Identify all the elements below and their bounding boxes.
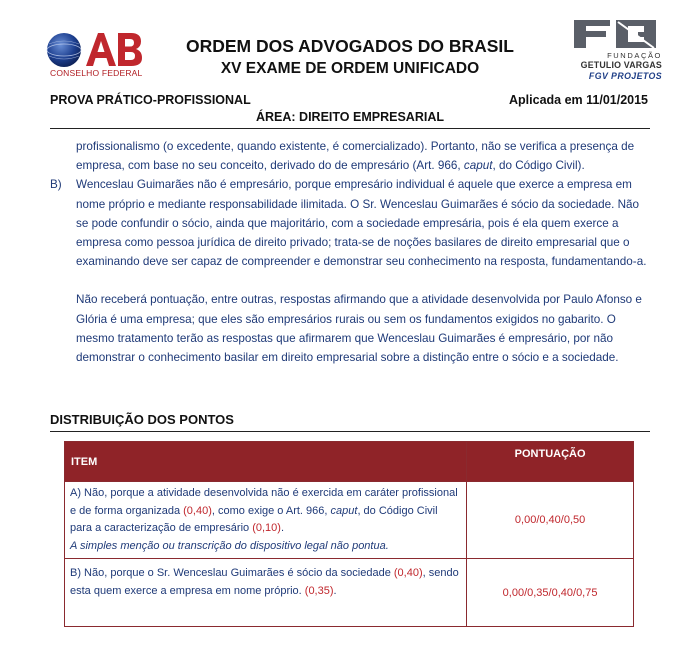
- row-a-text-3: , do Código Civil para a caracterização de empresário: [70, 504, 438, 535]
- exam-area: ÁREA: DIREITO EMPRESARIAL: [256, 110, 444, 124]
- row-b-points-1: (0,40): [393, 567, 423, 580]
- paragraph-spacer: [50, 271, 650, 290]
- oab-globe-icon: [46, 30, 142, 70]
- points-table: [64, 441, 634, 627]
- page-header: [0, 0, 700, 90]
- fgv-projects-label: FGV PROJETOS: [588, 71, 662, 81]
- row-a-text-1: A) Não, porque a atividade desenvolvida não é exercida em caráter profissional e de forma organizada: [70, 487, 458, 517]
- row-a-item: [65, 482, 467, 559]
- page-subtitle: XV EXAME DE ORDEM UNIFICADO: [220, 60, 480, 77]
- item-b-text: Wenceslau Guimarães não é empresário, porque empresário individual é aquele que exerce a empresa em nome próprio e mediante responsabilidade ilimitada. O Sr. Wenceslau Guimarães é sócio da sociedade. Não se pode confundir o sócio, ainda que majoritário, com a sociedade empresária, pois é ela quem exerce a empresa como pessoa jurídica de direito privado; trata-se de noções basilares de direito empresarial que o examinando deve ser capaz de compreender e demonstrar seu conhecimento na resposta, fundamentando-a.: [76, 178, 647, 269]
- grading-note: Não receberá pontuação, entre outras, respostas afirmando que a atividade desenvolvida por Paulo Afonso e Glória é uma empresa; que eles são empresários rurais ou sem os fundamentos exigidos no gabarito. O mesmo tratamento terão as respostas que afirmarem que Wenceslau Guimarães é empresário, por não demonstrar o conhecimento basilar em direito empresarial sobre a distinção entre o sócio e a sociedade.: [76, 293, 642, 365]
- item-b-label: B): [50, 178, 62, 192]
- continuation-italic: caput: [463, 159, 493, 173]
- item-a-continuation: [50, 137, 650, 175]
- continuation-text-2: , do Código Civil).: [492, 159, 585, 173]
- row-b-score: 0,00/0,35/0,40/0,75: [467, 559, 634, 627]
- row-b-text-3: .: [333, 584, 337, 597]
- fgv-foundation-label: FUNDAÇÃO: [607, 51, 662, 60]
- table-row: [65, 482, 634, 559]
- row-b-text-2: , sendo esta quem exerce a empresa em nome próprio.: [70, 567, 459, 597]
- row-a-text-4: .: [280, 522, 285, 535]
- row-a-text-2: , como exige o Art. 966,: [211, 504, 331, 517]
- oab-subtitle: CONSELHO FEDERAL: [50, 68, 143, 78]
- fgv-name-label: GETULIO VARGAS: [580, 60, 662, 70]
- page-title: ORDEM DOS ADVOGADOS DO BRASIL: [186, 36, 514, 56]
- distribution-title: DISTRIBUIÇÃO DOS PONTOS: [50, 412, 234, 427]
- row-a-points-2: (0,10): [252, 522, 281, 535]
- table-row: [65, 559, 634, 627]
- distribution-divider: [50, 431, 650, 432]
- row-a-points-1: (0,40): [183, 504, 212, 517]
- row-b-item: [65, 559, 467, 627]
- row-a-italic: caput: [330, 504, 358, 517]
- col-points-header: PONTUAÇÃO: [467, 442, 634, 482]
- continuation-text-1: profissionalismo (o excedente, quando existente, é comercializado). Portanto, não se verifica a presença de empresa, com base no seu conceito, derivado do de empresário (Art. 966,: [76, 140, 635, 173]
- item-b: [50, 175, 650, 271]
- row-a-note: A simples menção ou transcrição do dispositivo legal não pontua.: [70, 539, 389, 552]
- fgv-logo: [566, 18, 662, 84]
- oab-logo: [46, 30, 142, 82]
- col-item-header: ITEM: [65, 442, 467, 482]
- table-header-row: [65, 442, 634, 482]
- fgv-emblem-icon: [566, 18, 662, 50]
- header-divider: [50, 128, 650, 129]
- row-b-points-2: (0,35): [304, 584, 334, 597]
- exam-type: PROVA PRÁTICO-PROFISSIONAL: [50, 93, 251, 107]
- row-a-score: 0,00/0,40/0,50: [467, 482, 634, 559]
- exam-date: Aplicada em 11/01/2015: [509, 93, 648, 107]
- answer-body: [50, 137, 650, 367]
- row-b-text-1: B) Não, porque o Sr. Wenceslau Guimarães é sócio da sociedade: [70, 567, 394, 580]
